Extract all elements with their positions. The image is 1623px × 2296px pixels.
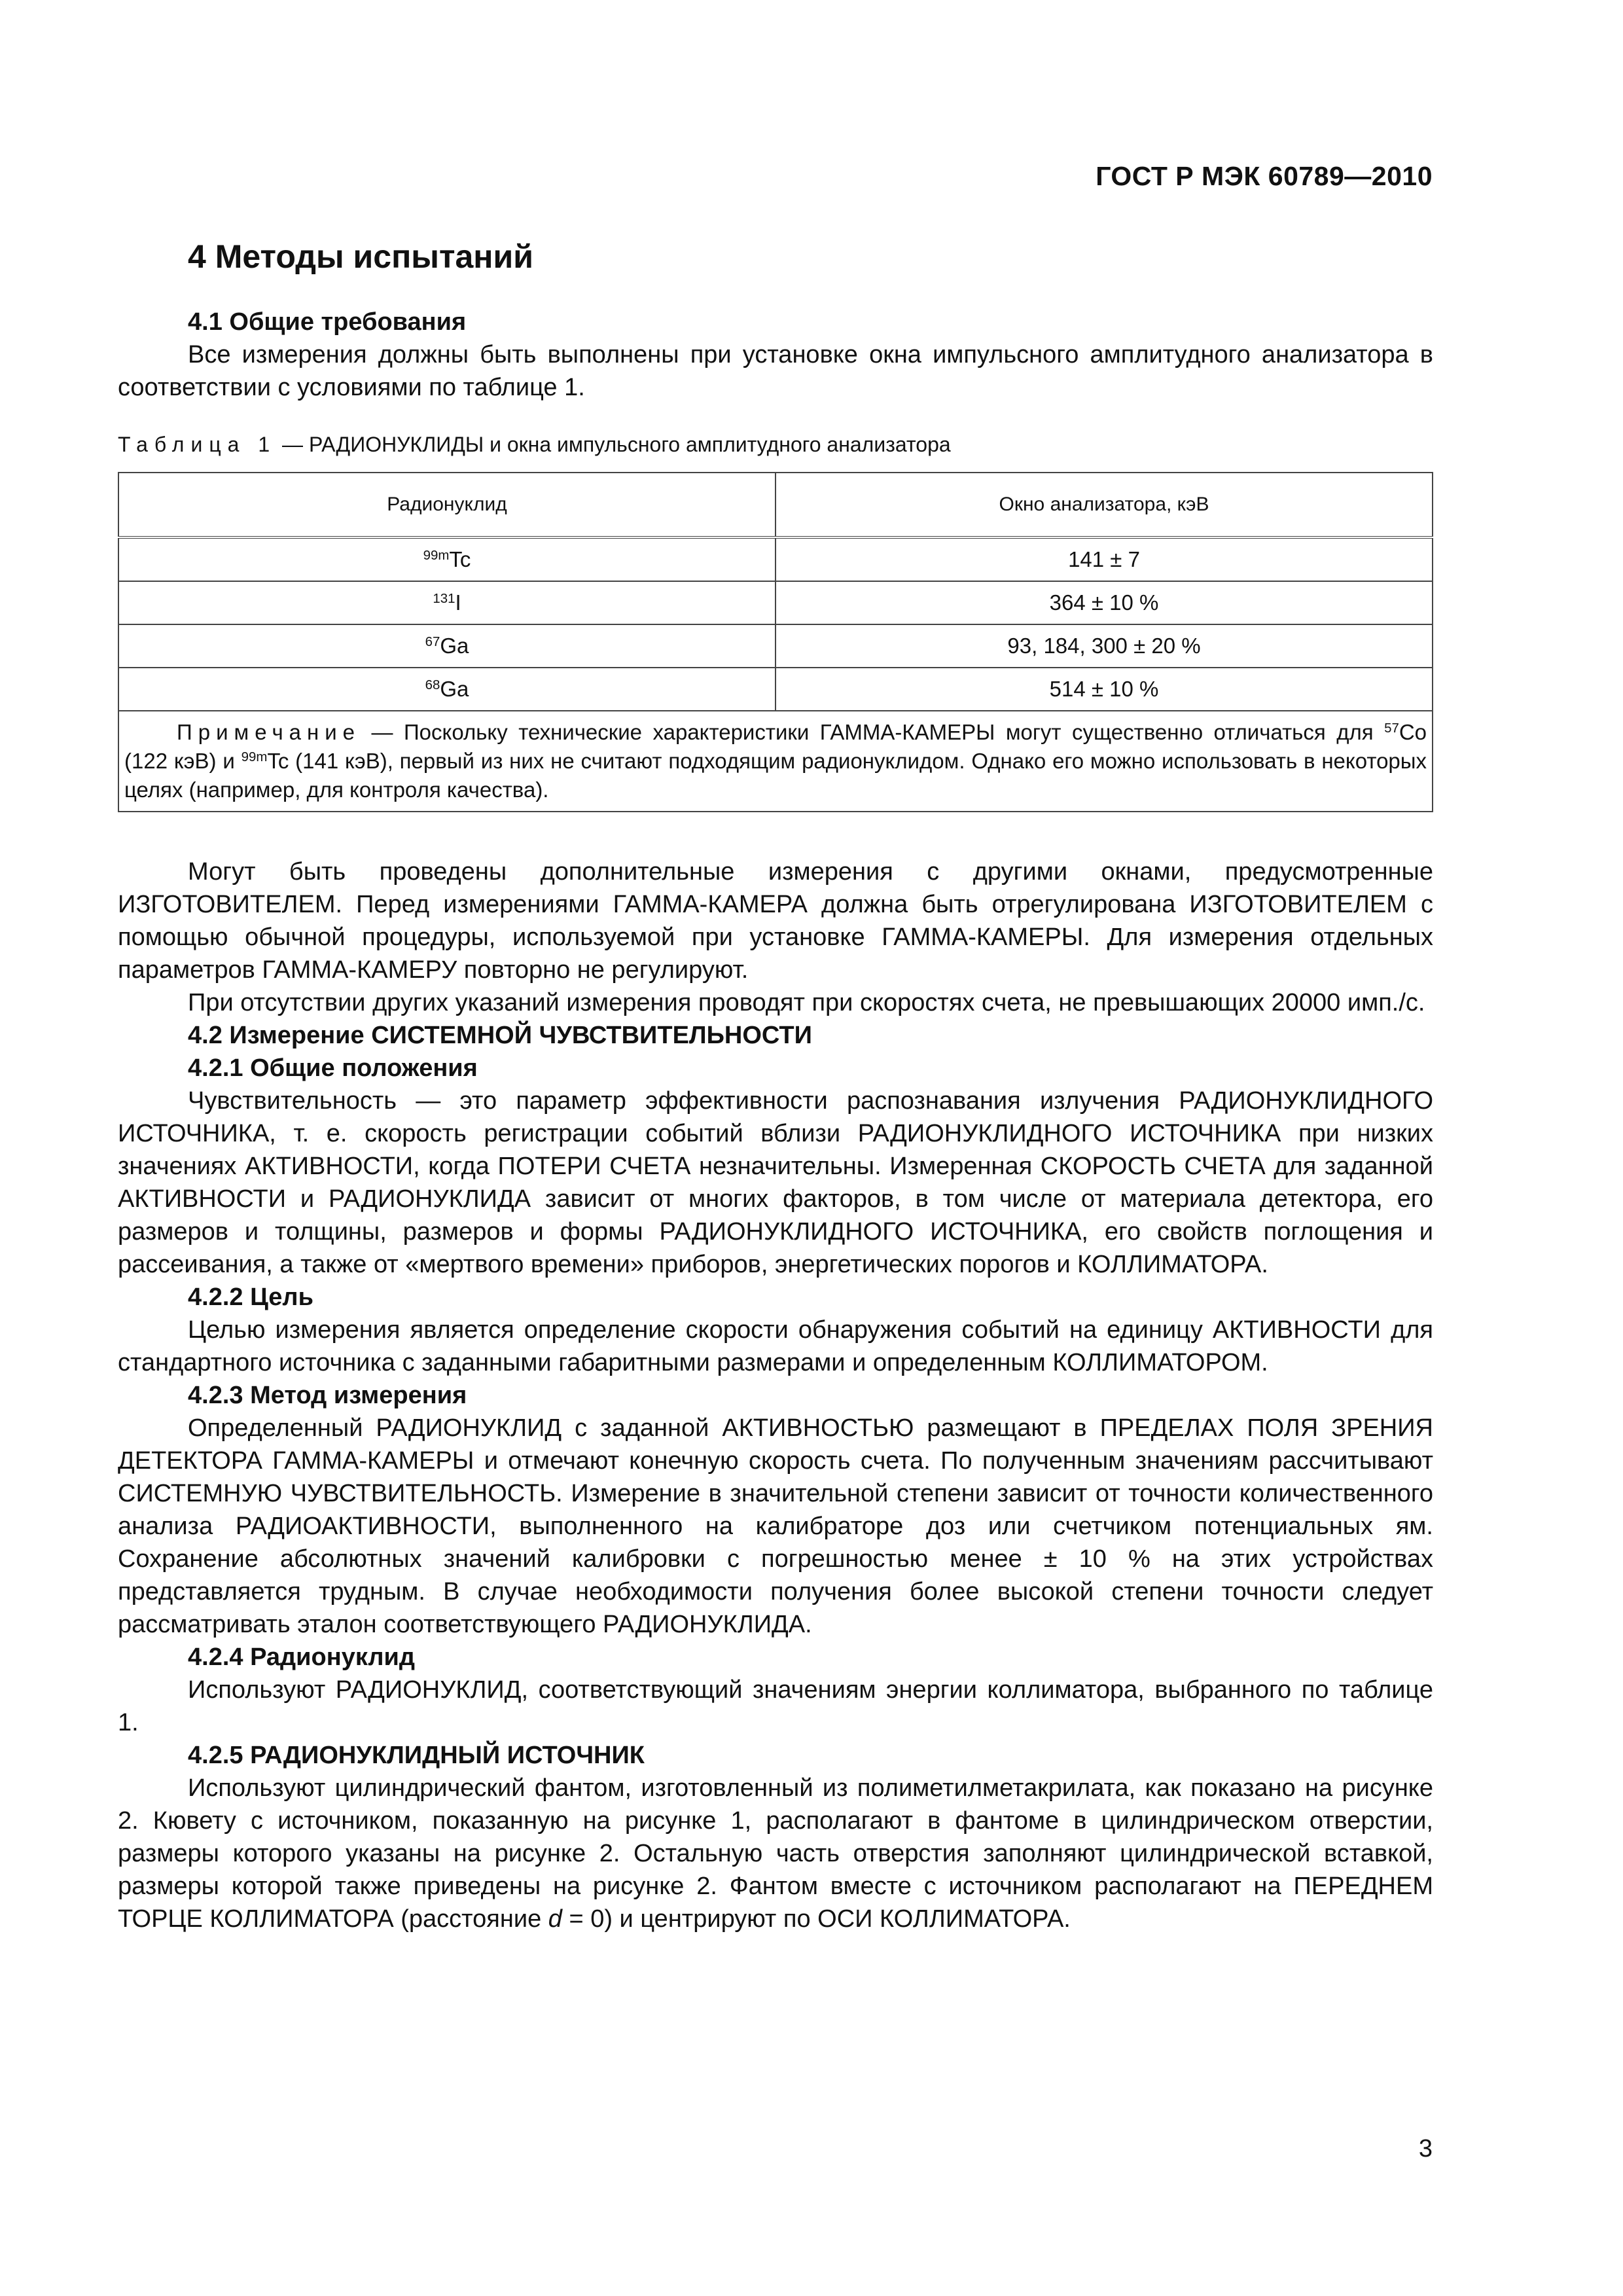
table-note (118, 711, 1433, 812)
paragraph-text: Используют цилиндрический фантом, изготовленный из полиметилметакрилата, как показано на рисунке 2. Кювету с источником, показанную на рисунке 1, располагают в фантоме в цилиндрическом отверстии, размеры которого указаны на рисунке 2. Остальную часть отверстия заполняют цилиндрической вставкой, размеры которой также приведены на рисунке 2. Фантом вместе с источником располагают на ПЕРЕДНЕМ ТОРЦЕ КОЛЛИМАТОРА (расстояние (118, 1774, 1433, 1933)
heading-4-2-1: 4.2.1 Общие положения (188, 1054, 478, 1082)
note-text: Tc (141 кэВ), первый из них не считают подходящим радионуклидом. Однако его можно использовать в некоторых целях (например, для контроля качества). (124, 749, 1427, 802)
paragraph-count-rate: При отсутствии других указаний измерения проводят при скоростях счета, не превышающих 20000 имп./с. (188, 989, 1425, 1016)
paragraph-text: = 0) и центрируют по ОСИ КОЛЛИМАТОРА. (562, 1905, 1071, 1933)
nuclide-cell (118, 537, 776, 581)
table-caption-text: — РАДИОНУКЛИДЫ и окна импульсного амплитудного анализатора (276, 433, 951, 456)
nuclide-cell (118, 668, 776, 711)
table-row (118, 581, 1433, 624)
section-title: 4 Методы испытаний (188, 238, 533, 275)
distance-variable: d (548, 1905, 562, 1933)
table-row (118, 537, 1433, 581)
heading-4-2: 4.2 Измерение СИСТЕМНОЙ ЧУВСТВИТЕЛЬНОСТИ (188, 1022, 812, 1049)
note-text: — Поскольку технические характеристики ГАММА-КАМЕРЫ могут существенно отличаться для (361, 720, 1385, 744)
column-header-window: Окно анализатора, кэВ (776, 473, 1433, 537)
window-cell: 141 ± 7 (776, 537, 1433, 581)
element-symbol: Ga (440, 634, 469, 658)
column-header-radionuclide: Радионуклид (118, 473, 776, 537)
paragraph-additional: Могут быть проведены дополнительные измерения с другими окнами, предусмотренные ИЗГОТОВИТЕЛЕМ. Перед измерениями ГАММА-КАМЕРА должна быть отрегулирована ИЗГОТОВИТЕЛЕМ с помощью обычной процедуры, используемой при установке ГАММА-КАМЕРЫ. Для измерения отдельных параметров ГАММА-КАМЕРУ повторно не регулируют. (118, 858, 1433, 984)
mass-number: 68 (425, 677, 440, 692)
radionuclide-table (118, 472, 1433, 812)
heading-4-2-2: 4.2.2 Цель (188, 1283, 313, 1311)
window-cell: 93, 184, 300 ± 20 % (776, 624, 1433, 668)
paragraph-4-2-4: Используют РАДИОНУКЛИД, соответствующий значениям энергии коллиматора, выбранного по таблице 1. (118, 1676, 1433, 1736)
window-cell: 364 ± 10 % (776, 581, 1433, 624)
heading-4-2-5: 4.2.5 РАДИОНУКЛИДНЫЙ ИСТОЧНИК (188, 1742, 645, 1769)
heading-4-2-3: 4.2.3 Метод измерения (188, 1382, 467, 1409)
table-caption-label: Таблица 1 (118, 433, 277, 456)
mass-number: 131 (433, 590, 455, 606)
paragraph-4-2-3: Определенный РАДИОНУКЛИД с заданной АКТИВНОСТЬЮ размещают в ПРЕДЕЛАХ ПОЛЯ ЗРЕНИЯ ДЕТЕКТОРА ГАММА-КАМЕРЫ и отмечают конечную скорость счета. По полученным значениям рассчитывают СИСТЕМНУЮ ЧУВСТВИТЕЛЬНОСТЬ. Измерение в значительной степени зависит от точности количественного анализа РАДИОАКТИВНОСТИ, выполненного на калибраторе доз или счетчиком потенциальных ям. Сохранение абсолютных значений калибровки с погрешностью менее ± 10 % на этих устройствах представляется трудным. В случае необходимости получения более высокой степени точности следует рассматривать эталон соответствующего РАДИОНУКЛИДА. (118, 1414, 1433, 1638)
window-cell: 514 ± 10 % (776, 668, 1433, 711)
page-number: 3 (1418, 2135, 1433, 2162)
table-row (118, 624, 1433, 668)
table-note-row (118, 711, 1433, 812)
heading-4-1: 4.1 Общие требования (188, 308, 467, 336)
paragraph-4-2-2: Целью измерения является определение скорости обнаружения событий на единицу АКТИВНОСТИ для стандартного источника с заданными габаритными размерами и определенным КОЛЛИМАТОРОМ. (118, 1316, 1433, 1376)
mass-number: 99m (423, 547, 450, 563)
table-caption (118, 430, 1433, 459)
element-symbol: Ga (440, 677, 469, 701)
paragraph-4-1: Все измерения должны быть выполнены при установке окна импульсного амплитудного анализатора в соответствии с условиями по таблице 1. (118, 341, 1433, 401)
mass-number: 67 (425, 634, 440, 649)
nuclide-cell (118, 581, 776, 624)
note-co-mass: 57 (1384, 720, 1399, 736)
paragraph-4-2-1: Чувствительность — это параметр эффективности распознавания излучения РАДИОНУКЛИДНОГО ИСТОЧНИКА, т. е. скорость регистрации событий вблизи РАДИОНУКЛИДНОГО ИСТОЧНИКА при низких значениях АКТИВНОСТИ, когда ПОТЕРИ СЧЕТА незначительны. Измеренная СКОРОСТЬ СЧЕТА для заданной АКТИВНОСТИ и РАДИОНУКЛИДА зависит от многих факторов, в том числе от материала детектора, его размеров и толщины, размеров и формы РАДИОНУКЛИДНОГО ИСТОЧНИКА, его свойств поглощения и рассеивания, а также от «мертвого времени» приборов, энергетических порогов и КОЛЛИМАТОРА. (118, 1087, 1433, 1278)
paragraph-4-2-5 (118, 1772, 1433, 1935)
note-tc-mass: 99m (241, 749, 268, 764)
page-content (118, 226, 1433, 1935)
note-label: Примечание (177, 720, 361, 744)
standard-designation: ГОСТ Р МЭК 60789—2010 (1096, 161, 1433, 191)
element-symbol: I (455, 590, 461, 615)
element-symbol: Tc (449, 547, 471, 571)
note-text: Co (122 кэВ) и (124, 720, 1427, 773)
table-row (118, 668, 1433, 711)
nuclide-cell (118, 624, 776, 668)
heading-4-2-4: 4.2.4 Радионуклид (188, 1643, 415, 1671)
